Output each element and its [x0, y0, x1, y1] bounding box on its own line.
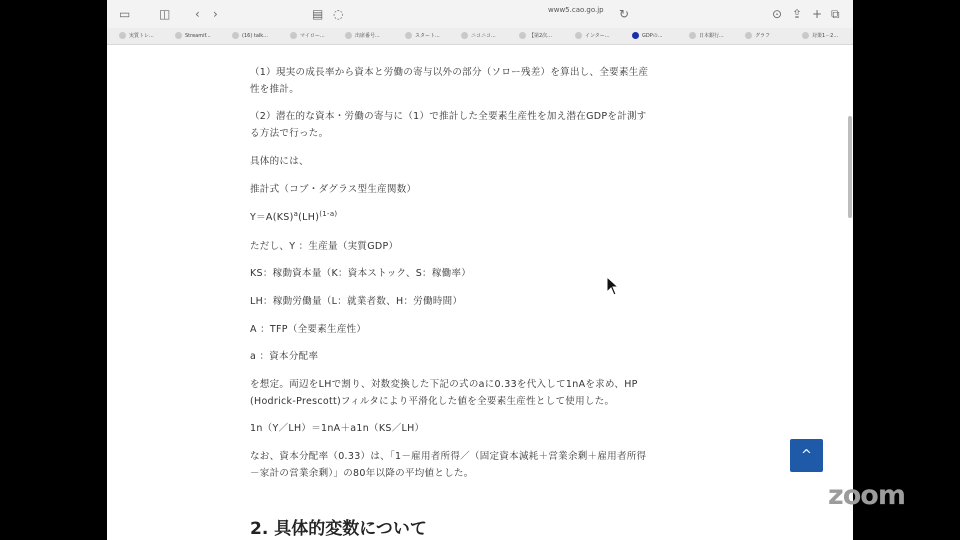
- browser-toolbar: [107, 0, 853, 28]
- paragraph-line: (Hodrick-Prescott)フィルタにより平滑化した値を全要素生産性として使用した。: [250, 396, 615, 407]
- address-bar[interactable]: www5.cao.go.jp: [548, 6, 604, 14]
- paragraph-line: る方法で行った。: [250, 128, 329, 139]
- paragraph-line: なお、資本分配率（0.33）は、「1－雇用者所得／（固定資本減耗＋営業余剰＋雇用者所得: [250, 451, 647, 462]
- favicon-icon: [689, 32, 696, 39]
- favicon-icon: [802, 32, 809, 39]
- back-to-top-button[interactable]: ^: [790, 439, 823, 472]
- favicon-icon: [119, 32, 126, 39]
- paragraph-line: a ：資本分配率: [250, 351, 319, 362]
- favicon-icon: [632, 32, 639, 39]
- bookmark-item[interactable]: 【第2次...: [519, 32, 552, 39]
- scrollbar[interactable]: [848, 116, 852, 218]
- bookmark-item[interactable]: 実質トレ...: [119, 32, 154, 39]
- back-icon[interactable]: ‹: [195, 7, 200, 21]
- paragraph-line: を想定。両辺をLHで割り、対数変換した下記の式のaに0.33を代入して1nAを求め、HP: [250, 379, 638, 390]
- equation: 1n（Y／LH）＝1nA＋a1n（KS／LH）: [250, 423, 425, 434]
- mouse-cursor-icon: [606, 276, 620, 296]
- favicon-icon: [461, 32, 468, 39]
- page-content: [107, 45, 853, 540]
- formula: [250, 209, 337, 223]
- bookmark-item[interactable]: グラフ: [745, 32, 770, 39]
- section-heading: 2. 具体的変数について: [250, 519, 427, 539]
- paragraph-line: ただし、Y ：生産量（実質GDP）: [250, 241, 399, 252]
- paragraph-line: KS：稼動資本量（K：資本ストック、S：稼働率）: [250, 268, 472, 279]
- bookmarks-bar: [107, 28, 853, 45]
- formula-mid: (LH): [298, 212, 320, 223]
- bookmark-item[interactable]: 出席番号...: [345, 32, 380, 39]
- bookmark-item[interactable]: スタート...: [405, 32, 440, 39]
- favicon-icon: [232, 32, 239, 39]
- share-icon[interactable]: ⇪: [792, 7, 803, 21]
- bookmark-item[interactable]: マイロー...: [290, 32, 325, 39]
- paragraph-line: 推計式（コブ・ダグラス型生産関数）: [250, 184, 417, 195]
- browser-window: [107, 0, 853, 540]
- bookmark-item[interactable]: (16) talk...: [232, 32, 268, 39]
- formula-exponent: (1-a): [319, 209, 338, 218]
- new-tab-icon[interactable]: +: [812, 7, 823, 21]
- paragraph-line: （2）潜在的な資本・労働の寄与に（1）で推計した全要素生産性を加え潜在GDPを計測す: [250, 111, 647, 122]
- favicon-icon: [345, 32, 352, 39]
- bookmark-item[interactable]: 日本銀行...: [689, 32, 724, 39]
- reader-icon[interactable]: ▤: [312, 7, 324, 21]
- bookmark-item[interactable]: インター...: [575, 32, 610, 39]
- reload-icon[interactable]: ↻: [619, 7, 630, 21]
- zoom-watermark: zoom: [828, 480, 905, 511]
- paragraph-line: 具体的には、: [250, 156, 309, 167]
- favicon-icon: [175, 32, 182, 39]
- forward-icon[interactable]: ›: [213, 7, 218, 21]
- tabs-icon[interactable]: ⧉: [831, 7, 840, 21]
- paragraph-line: A ：TFP（全要素生産性）: [250, 324, 367, 335]
- sidebar-toggle-icon[interactable]: ▭: [119, 7, 131, 21]
- privacy-icon[interactable]: ◌: [333, 7, 344, 21]
- favicon-icon: [575, 32, 582, 39]
- bookmark-item[interactable]: 対策1－2...: [802, 32, 838, 39]
- paragraph-line: －家計の営業余剰）」の80年以降の平均値とした。: [250, 468, 474, 479]
- favicon-icon: [290, 32, 297, 39]
- download-icon[interactable]: ⊙: [772, 7, 783, 21]
- paragraph-line: 性を推計。: [250, 84, 300, 95]
- favicon-icon: [405, 32, 412, 39]
- bookmark-item[interactable]: ニコニコ...: [461, 32, 496, 39]
- favicon-icon: [519, 32, 526, 39]
- tab-overview-icon[interactable]: ◫: [159, 7, 171, 21]
- paragraph-line: LH：稼動労働量（L：就業者数、H：労働時間）: [250, 296, 463, 307]
- bookmark-item[interactable]: Streamif...: [175, 32, 211, 39]
- formula-main: Y＝A(KS): [250, 212, 294, 223]
- favicon-icon: [745, 32, 752, 39]
- formula-exponent: a: [293, 209, 299, 218]
- paragraph-line: （1）現実の成長率から資本と労働の寄与以外の部分（ソロー残差）を算出し、全要素生産: [250, 67, 649, 78]
- bookmark-item[interactable]: GDPの...: [632, 32, 663, 39]
